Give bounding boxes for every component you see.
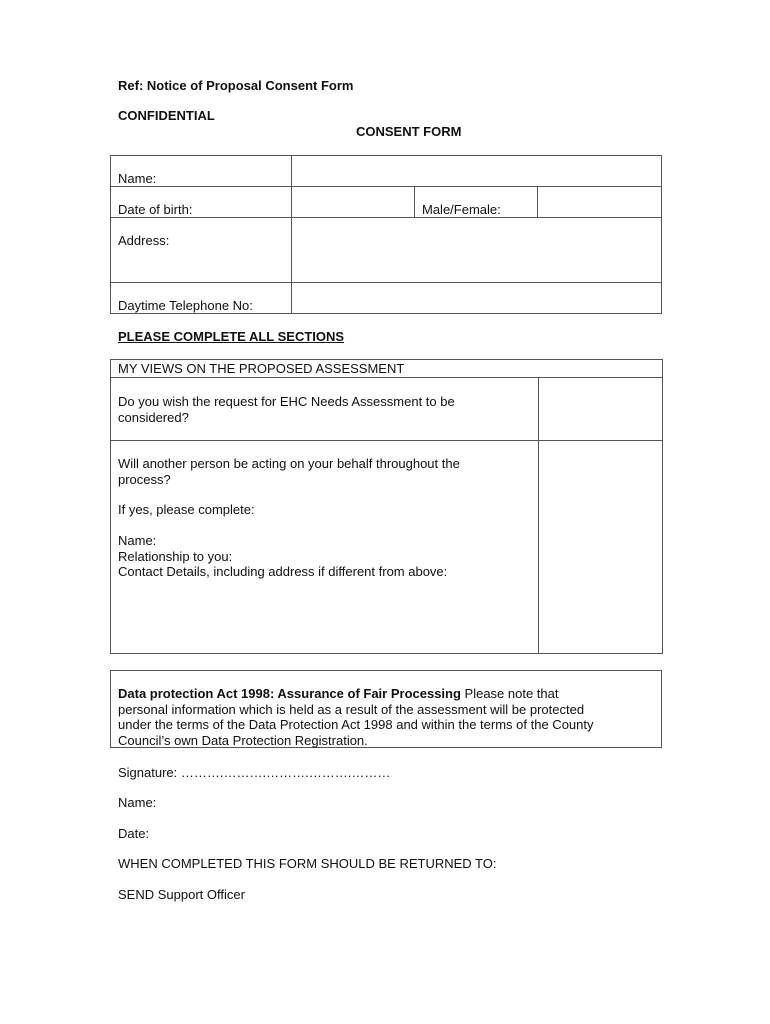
complete-all-sections-instruction: PLEASE COMPLETE ALL SECTIONS bbox=[118, 329, 345, 344]
footer-date-label: Date: bbox=[118, 826, 150, 841]
send-support-officer: SEND Support Officer bbox=[118, 887, 245, 902]
representative-details-field[interactable] bbox=[112, 590, 537, 652]
name-field[interactable] bbox=[293, 157, 660, 185]
data-protection-line4: Council’s own Data Protection Registration. bbox=[118, 732, 368, 748]
if-yes-label: If yes, please complete: bbox=[118, 502, 255, 517]
dob-label: Date of birth: bbox=[118, 202, 193, 217]
representative-question-line2: process? bbox=[118, 471, 171, 487]
footer-name-label: Name: bbox=[118, 795, 157, 810]
signature-line[interactable]: Signature: ……….……….……….……….……… bbox=[118, 765, 391, 780]
rep-name-label: Name: bbox=[118, 533, 157, 548]
gender-field[interactable] bbox=[539, 188, 660, 216]
representative-answer-field[interactable] bbox=[540, 442, 661, 652]
reference-line: Ref: Notice of Proposal Consent Form bbox=[118, 78, 354, 93]
views-heading: MY VIEWS ON THE PROPOSED ASSESSMENT bbox=[118, 361, 405, 376]
representative-question bbox=[118, 456, 460, 487]
representative-question-line1: Will another person be acting on your behalf throughout the bbox=[118, 456, 460, 471]
address-field[interactable] bbox=[293, 219, 660, 281]
representative-details bbox=[118, 533, 447, 580]
ehc-answer-field[interactable] bbox=[540, 379, 661, 439]
ehc-question-line1: Do you wish the request for EHC Needs Assessment to be bbox=[118, 394, 455, 409]
name-label: Name: bbox=[118, 171, 157, 186]
confidential-label: CONFIDENTIAL bbox=[118, 108, 215, 123]
data-protection-line1: Please note that bbox=[460, 686, 559, 701]
gender-label: Male/Female: bbox=[422, 202, 501, 217]
rep-contact-label: Contact Details, including address if different from above: bbox=[118, 564, 448, 579]
dob-field[interactable] bbox=[293, 188, 413, 216]
form-title: CONSENT FORM bbox=[356, 124, 462, 139]
return-instruction: WHEN COMPLETED THIS FORM SHOULD BE RETURNED TO: bbox=[118, 856, 497, 871]
phone-label: Daytime Telephone No: bbox=[118, 298, 253, 313]
ehc-question-line2: considered? bbox=[118, 409, 189, 425]
data-protection-text bbox=[118, 686, 594, 748]
ehc-question bbox=[118, 394, 455, 425]
data-protection-line3: under the terms of the Data Protection Act 1998 and within the terms of the County bbox=[118, 717, 594, 732]
address-label: Address: bbox=[118, 233, 170, 248]
data-protection-line2: personal information which is held as a result of the assessment will be protected bbox=[118, 701, 585, 717]
phone-field[interactable] bbox=[293, 284, 660, 312]
data-protection-heading: Data protection Act 1998: Assurance of Fair Processing bbox=[118, 686, 461, 701]
rep-relationship-label: Relationship to you: bbox=[118, 548, 233, 564]
